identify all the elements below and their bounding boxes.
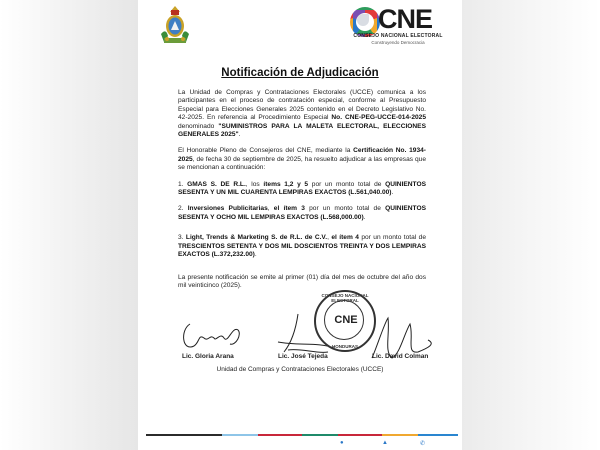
award-items: ítems 1,2 y 5: [263, 180, 309, 188]
award-text: por un monto total de: [308, 180, 386, 188]
award-item: [178, 205, 426, 222]
paragraph-text: , de fecha 30 de septiembre de 2025, ha resuelto adjudicar a las empresas que se mencionan a continuación:: [178, 155, 426, 172]
car-icon: ▲: [382, 440, 388, 446]
phone-icon: ✆: [420, 441, 426, 447]
award-items: el ítem 4: [331, 234, 359, 242]
award-text: , los: [245, 180, 264, 188]
stamp-bottom-text: HONDURAS: [331, 344, 358, 349]
award-text: .: [391, 189, 394, 197]
bar-segment: [146, 434, 222, 436]
paragraph-text: La Unidad de Compras y Contrataciones Electorales (UCCE) comunica a los participantes en el proceso de contratación especial, conforme al Presupuesto Especial para Elecciones Generales 2025 contenido en el Decreto Legislativo No. 42-2025. En referencia al Procedimiento Especial: [178, 89, 426, 122]
award-item: [178, 234, 426, 259]
signer-name: Lic. Gloria Arana: [182, 353, 234, 360]
award-amount-number: (L.372,232.00): [209, 251, 255, 259]
paragraph-text: denominado: [178, 122, 219, 130]
procedure-number: No. CNE-PEG-UCCE-014-2025: [331, 114, 426, 122]
paragraph-closing: La presente notificación se emite al primer (01) día del mes de octubre del año dos mil veinticinco (2025).: [178, 273, 426, 289]
bar-segment: [338, 434, 382, 436]
cne-logo-text: CNE: [378, 4, 433, 34]
dove-icon: [357, 14, 369, 26]
award-text: .: [254, 251, 257, 259]
stamp-ring-text: CONSEJO NACIONAL ELECTORAL: [321, 293, 369, 303]
signer-name: Lic. David Colman: [372, 353, 429, 360]
award-amount: QUINIENTOS SESENTA Y OCHO MIL LEMPIRAS EXACTOS (L.568,000.00): [178, 205, 426, 221]
document-body: [178, 89, 426, 298]
award-text: por un monto total de: [304, 205, 386, 213]
background-left: [0, 0, 138, 450]
stamp-center-text: CNE: [334, 314, 358, 326]
certification-number: Certificación No. 1934-2025: [178, 147, 427, 163]
award-text: ,: [327, 234, 332, 242]
background-right: [462, 0, 600, 450]
award-company: Light, Trends & Marketing S. de R.L. de C.V.: [185, 234, 328, 242]
award-number: 2.: [178, 205, 184, 213]
paragraph-text: .: [238, 131, 241, 139]
cne-logo: [348, 6, 448, 44]
award-item: [178, 181, 426, 198]
footer-contact-icons: [338, 440, 448, 448]
bar-segment: [302, 434, 338, 436]
paragraph-intro: [178, 89, 426, 139]
location-icon: ●: [340, 440, 344, 446]
award-text: por un monto total de: [358, 234, 426, 242]
signing-unit: Unidad de Compras y Contrataciones Electorales (UCCE): [216, 366, 384, 373]
award-company: Inversiones Publicitarias: [187, 205, 268, 213]
paragraph-certification: [178, 147, 426, 172]
bar-segment: [418, 434, 458, 436]
award-number: 1.: [178, 180, 184, 188]
signer-name: Lic. José Tejeda: [278, 353, 328, 360]
award-amount: QUINIENTOS SESENTA Y UN MIL CUARENTA LEMPIRAS EXACTOS (L.561,040.00): [178, 180, 426, 197]
cne-logo-subtitle: CONSEJO NACIONAL ELECTORAL: [353, 33, 443, 39]
document-title: Notificación de Adjudicación: [221, 67, 379, 79]
bar-segment: [382, 434, 418, 436]
signature-gloria-arana: [180, 316, 250, 356]
award-items: el ítem 3: [273, 205, 305, 213]
footer-color-bar: [146, 434, 458, 436]
letterhead: [138, 0, 462, 50]
award-number: 3.: [178, 234, 184, 242]
award-text: .: [363, 213, 366, 221]
procedure-name: "SUMINISTROS PARA LA MALETA ELECTORAL, ELECCIONES GENERALES 2025": [178, 122, 426, 139]
award-company: GMAS S. DE R.L.: [187, 180, 246, 188]
cne-logo-tagline: Construyendo Democracia: [371, 40, 425, 45]
bar-segment: [258, 434, 302, 436]
award-amount: TRESCIENTOS SETENTA Y DOS MIL DOSCIENTOS TREINTA Y DOS LEMPIRAS EXACTOS: [178, 242, 426, 259]
stamp-inner-circle: [324, 300, 364, 340]
document-page: [138, 0, 462, 450]
award-text: ,: [267, 205, 274, 213]
official-stamp: [314, 290, 376, 352]
honduras-coat-of-arms-icon: [158, 4, 192, 46]
bar-segment: [222, 434, 258, 436]
paragraph-text: El Honorable Pleno de Consejeros del CNE, mediante la: [178, 147, 354, 155]
